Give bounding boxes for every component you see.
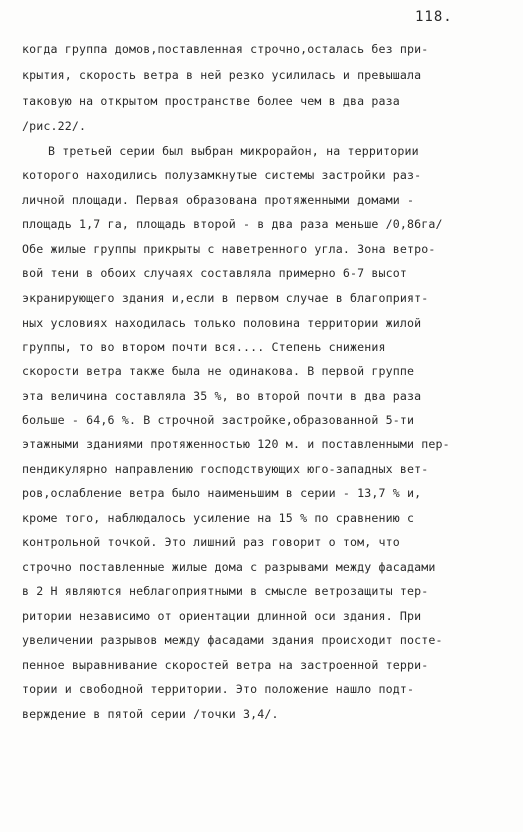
text-line: крытия, скорость ветра в ней резко усилилась и превышала [22,68,422,82]
text-line: эта величина составляла 35 %, во второй почти в два раза [22,389,422,403]
text-line: контрольной точкой. Это лишний раз говорит о том, что [22,535,400,549]
text-line: когда группа домов,поставленная строчно,осталась без при- [22,42,429,56]
text-line: верждение в пятой серии /точки 3,4/. [22,707,279,721]
text-line: /рис.22/. [22,119,87,133]
text-line: вой тени в обоих случаях составляла примерно 6-7 высот [22,266,408,280]
text-line: увеличении разрывов между фасадами здания происходит посте- [22,633,443,647]
text-line: таковую на открытом пространстве более чем в два раза [22,94,400,108]
text-line: тории и свободной территории. Это положение нашло подт- [22,682,415,696]
text-line: Обе жилые группы прикрыты с наветренного угла. Зона ветро- [22,242,436,256]
page-number: 118. [415,9,453,25]
text-line: больше - 64,6 %. В строчной застройке,образованной 5-ти [22,413,415,427]
text-line: которого находились полузамкнутые системы застройки раз- [22,168,422,182]
text-line: экранирующего здания и,если в первом случае в благоприят- [22,291,429,305]
text-line: группы, то во втором почти вся.... Степень снижения [22,340,386,354]
text-line: в 2 Н являются неблагоприятными в смысле ветрозащиты тер- [22,584,429,598]
text-line: пендикулярно направлению господствующих юго-западных вет- [22,462,429,476]
text-line: этажными зданиями протяженностью 120 м. и поставленными пер- [22,437,450,451]
text-line: В третьей серии был выбран микрорайон, на территории [48,144,419,158]
text-line: ритории независимо от ориентации длинной оси здания. При [22,609,422,623]
text-line: ров,ослабление ветра было наименьшим в серии - 13,7 % и, [22,486,422,500]
text-line: площадь 1,7 га, площадь второй - в два раза меньше /0,86га/ [22,217,443,231]
text-line: скорости ветра также была не одинакова. В первой группе [22,364,415,378]
text-line: ных условиях находилась только половина территории жилой [22,316,422,330]
text-line: пенное выравнивание скоростей ветра на застроенной терри- [22,658,429,672]
text-line: строчно поставленные жилые дома с разрывами между фасадами [22,560,436,574]
text-line: кроме того, наблюдалось усиление на 15 % по сравнению с [22,511,415,525]
text-line: личной площади. Первая образована протяженными домами - [22,193,415,207]
